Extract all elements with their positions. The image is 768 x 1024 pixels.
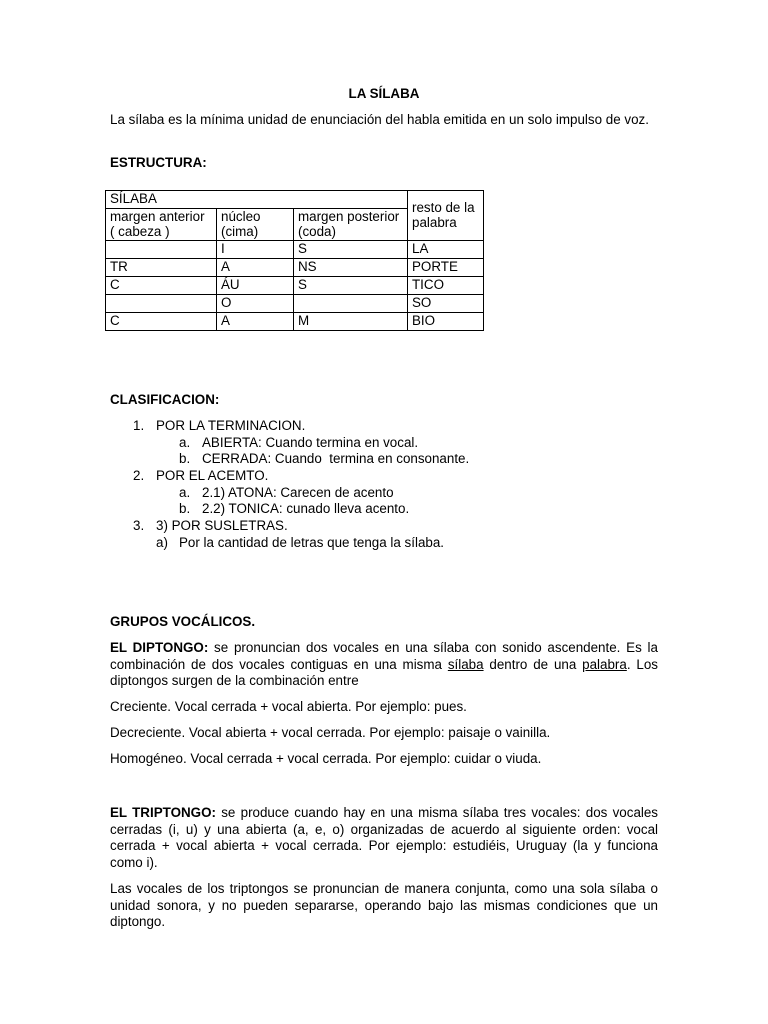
table-cell: TR xyxy=(106,259,217,277)
table-row xyxy=(106,295,484,313)
table-cell: C xyxy=(106,277,217,295)
list-label: CERRADA: Cuando termina en consonante. xyxy=(202,451,470,466)
creciente-line: Creciente. Vocal cerrada + vocal abierta. Por ejemplo: pues. xyxy=(110,699,467,714)
table-cell: I xyxy=(217,241,294,259)
table-header-row xyxy=(106,191,484,209)
table-cell: PORTE xyxy=(408,259,484,277)
list-label: POR LA TERMINACION. xyxy=(156,418,306,433)
table-row xyxy=(106,259,484,277)
syllable-structure-table xyxy=(105,190,484,331)
decreciente-line: Decreciente. Vocal abierta + vocal cerrada. Por ejemplo: paisaje o vainilla. xyxy=(110,725,551,740)
col-margen-anterior: margen anterior ( cabeza ) xyxy=(106,209,217,241)
diptongo-text: . Los diptongos surgen de la combinación entre xyxy=(110,656,658,688)
palabra-link[interactable]: palabra xyxy=(582,656,627,672)
table-row xyxy=(106,241,484,259)
table-cell: S xyxy=(294,241,408,259)
clasificacion-heading: CLASIFICACION: xyxy=(110,392,220,407)
diptongo-text: se pronuncian dos vocales en una sílaba con sonido ascendente. Es la combinación de dos vocales contiguas en una misma xyxy=(110,640,658,672)
list-letter: a) xyxy=(156,535,168,550)
list-number: 1. xyxy=(133,418,145,433)
list-number: 3. xyxy=(133,518,145,533)
diptongo-paragraph xyxy=(110,640,658,690)
triptongo-paragraph xyxy=(110,805,658,871)
table-cell: C xyxy=(106,313,217,331)
triptongo-text: se produce cuando hay en una misma sílaba tres vocales: dos vocales cerradas (i, u) y una abierta (a, e, o) organizadas de acuerdo al siguiente orden: vocal cerrada + vocal abierta + vocal cerrada. Por ejemplo: estudiéis, Uruguay (la y funciona como i). xyxy=(110,805,659,870)
list-label: ABIERTA: Cuando termina en vocal. xyxy=(202,435,419,450)
table-cell xyxy=(106,241,217,259)
col-margen-posterior: margen posterior (coda) xyxy=(294,209,408,241)
table-cell: BIO xyxy=(408,313,484,331)
list-label: 2.1) ATONA: Carecen de acento xyxy=(202,485,394,500)
table-row xyxy=(106,277,484,295)
diptongo-label: EL DIPTONGO: xyxy=(110,640,209,655)
list-label: POR EL ACEMTO. xyxy=(156,468,269,483)
table-cell xyxy=(294,295,408,313)
table-cell: NS xyxy=(294,259,408,277)
list-label: 3) POR SUSLETRAS. xyxy=(156,518,288,533)
table-cell: TICO xyxy=(408,277,484,295)
list-letter: a. xyxy=(179,485,191,500)
page-title: LA SÍLABA xyxy=(348,86,420,101)
table-cell: SO xyxy=(408,295,484,313)
triptongo-paragraph-2: Las vocales de los triptongos se pronuncian de manera conjunta, como una sola sílaba o unidad sonora, y no pueden separarse, operando bajo las mismas condiciones que un diptongo. xyxy=(110,881,658,929)
list-label: Por la cantidad de letras que tenga la sílaba. xyxy=(179,535,445,550)
table-cell: O xyxy=(217,295,294,313)
table-cell: ÁU xyxy=(217,277,294,295)
header-silaba: SÍLABA xyxy=(106,191,408,209)
grupos-heading: GRUPOS VOCÁLICOS. xyxy=(110,614,256,629)
diptongo-text: dentro de una xyxy=(483,656,583,672)
list-letter: b. xyxy=(179,501,191,516)
table-cell: A xyxy=(217,313,294,331)
list-letter: b. xyxy=(179,451,191,466)
table-cell: M xyxy=(294,313,408,331)
homogeneo-line: Homogéneo. Vocal cerrada + vocal cerrada. Por ejemplo: cuidar o viuda. xyxy=(110,751,542,766)
table-cell: LA xyxy=(408,241,484,259)
triptongo-label: EL TRIPTONGO: xyxy=(110,805,216,820)
estructura-heading: ESTRUCTURA: xyxy=(110,155,207,170)
table-cell: S xyxy=(294,277,408,295)
table-row xyxy=(106,313,484,331)
table-cell xyxy=(106,295,217,313)
list-label: 2.2) TONICA: cunado lleva acento. xyxy=(202,501,410,516)
col-nucleo: núcleo (cima) xyxy=(217,209,294,241)
intro-paragraph: La sílaba es la mínima unidad de enunciación del habla emitida en un solo impulso de voz. xyxy=(110,112,649,127)
header-resto: resto de la palabra xyxy=(408,191,484,241)
silaba-link[interactable]: sílaba xyxy=(447,656,484,672)
list-number: 2. xyxy=(133,468,145,483)
table-cell: A xyxy=(217,259,294,277)
list-letter: a. xyxy=(179,435,191,450)
